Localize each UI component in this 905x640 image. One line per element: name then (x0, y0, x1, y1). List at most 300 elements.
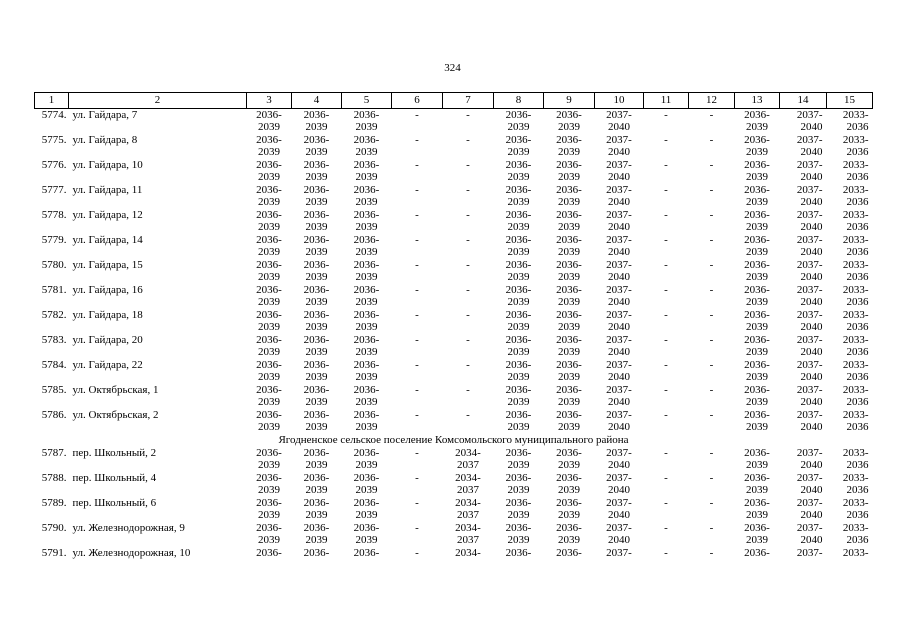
period-cell: 2039 (558, 396, 580, 408)
period-cell: 2039 (355, 121, 378, 133)
row-number: 5790. (41, 522, 67, 534)
table-row (35, 259, 873, 271)
empty-cell (392, 484, 443, 497)
period-cell: 2036- (556, 284, 582, 296)
period-cell: 2039 (258, 484, 280, 496)
row-number: 5787. (41, 447, 67, 459)
period-cell (443, 221, 494, 234)
period-cell: 2039 (558, 246, 580, 258)
period-cell: 2036 (846, 396, 869, 408)
period-cell: 2039 (305, 459, 328, 471)
period-cell: 2040 (800, 171, 823, 183)
period-cell: 2036- (505, 184, 532, 196)
column-header: 12 (689, 93, 735, 109)
table-row-continuation (35, 196, 873, 209)
period-cell: 2036- (256, 547, 282, 559)
period-cell: 2037 (457, 459, 479, 471)
period-cell: 2036 (846, 346, 869, 358)
period-cell: 2039 (558, 146, 580, 158)
period-cell: 2039 (507, 459, 530, 471)
dash-cell: - (709, 334, 714, 346)
period-cell: 2037- (606, 472, 632, 484)
period-cell: 2039 (355, 171, 378, 183)
empty-cell (644, 484, 689, 497)
period-cell: 2036- (556, 159, 582, 171)
period-cell: 2040 (608, 171, 630, 183)
period-cell: 2039 (305, 509, 328, 521)
period-cell: 2039 (258, 509, 280, 521)
empty-cell (644, 321, 689, 334)
period-cell: 2036- (353, 359, 380, 371)
dash-cell: - (415, 472, 419, 484)
period-cell: 2039 (258, 396, 280, 408)
empty-cell (69, 196, 247, 209)
period-cell: - (466, 259, 470, 271)
period-cell: 2037- (606, 447, 632, 459)
table-row-continuation (35, 396, 873, 409)
empty-cell (644, 246, 689, 259)
period-cell: 2040 (608, 459, 630, 471)
period-cell (443, 246, 494, 259)
address-cell: ул. Октябрьская, 2 (72, 409, 159, 421)
column-header: 8 (494, 93, 544, 109)
table-row (35, 359, 873, 371)
empty-cell (392, 459, 443, 472)
empty-cell (689, 121, 735, 134)
column-header: 6 (392, 93, 443, 109)
dash-cell: - (415, 497, 419, 509)
period-cell: 2039 (355, 484, 378, 496)
period-cell: 2037- (796, 497, 823, 509)
dash-cell: - (664, 497, 668, 509)
period-cell: 2039 (258, 534, 280, 546)
period-cell: 2036- (556, 134, 582, 146)
period-cell: 2040 (608, 246, 630, 258)
period-cell: 2036- (353, 334, 380, 346)
period-cell: 2033- (842, 409, 869, 421)
period-cell: 2036- (556, 522, 582, 534)
empty-cell (35, 321, 69, 334)
period-cell: 2033- (842, 284, 869, 296)
period-cell: 2040 (800, 346, 823, 358)
period-cell: 2036- (256, 384, 282, 396)
table-row-continuation (35, 296, 873, 309)
dash-cell: - (415, 234, 419, 246)
empty-cell (644, 534, 689, 547)
column-header: 2 (69, 93, 247, 109)
table-row-continuation (35, 346, 873, 359)
period-cell: 2037- (796, 384, 823, 396)
section-row (35, 434, 873, 447)
period-cell: 2039 (305, 271, 328, 283)
period-cell: 2039 (746, 296, 768, 308)
dash-cell: - (664, 109, 668, 121)
period-cell: 2036- (744, 184, 770, 196)
dash-cell: - (664, 334, 668, 346)
table-row (35, 134, 873, 146)
table-row-continuation (35, 321, 873, 334)
period-cell: 2037- (796, 334, 823, 346)
period-cell: 2036- (556, 309, 582, 321)
dash-cell: - (709, 384, 714, 396)
period-cell: 2036- (505, 384, 532, 396)
row-number: 5775. (41, 134, 67, 146)
empty-cell (69, 246, 247, 259)
period-cell: 2036- (556, 497, 582, 509)
empty-cell (689, 534, 735, 547)
period-cell: 2036- (353, 522, 380, 534)
period-cell (443, 396, 494, 409)
empty-cell (689, 296, 735, 309)
period-cell: 2037- (606, 359, 632, 371)
empty-cell (689, 246, 735, 259)
period-cell: 2039 (558, 196, 580, 208)
dash-cell: - (709, 284, 714, 296)
period-cell: 2036- (256, 409, 282, 421)
period-cell: 2037- (796, 109, 823, 121)
period-cell: 2039 (507, 271, 530, 283)
column-header: 4 (292, 93, 342, 109)
address-cell: ул. Гайдара, 10 (72, 159, 143, 171)
period-cell: 2036- (353, 284, 380, 296)
period-cell: 2036- (556, 234, 582, 246)
empty-cell (392, 396, 443, 409)
period-cell: 2039 (355, 346, 378, 358)
period-cell: 2040 (800, 371, 823, 383)
period-cell: 2039 (507, 321, 530, 333)
period-cell: 2039 (305, 371, 328, 383)
row-number: 5774. (41, 109, 67, 121)
dash-cell: - (664, 284, 668, 296)
period-cell: 2036 (846, 296, 869, 308)
period-cell: 2039 (507, 296, 530, 308)
period-cell: 2039 (746, 196, 768, 208)
period-cell: 2039 (305, 221, 328, 233)
dash-cell: - (415, 384, 419, 396)
address-cell: ул. Гайдара, 15 (72, 259, 143, 271)
dash-cell: - (664, 209, 668, 221)
period-cell: 2036- (353, 159, 380, 171)
period-cell: 2036- (303, 497, 330, 509)
empty-cell (392, 421, 443, 434)
period-cell: 2036 (846, 196, 869, 208)
dash-cell: - (415, 184, 419, 196)
period-cell: 2036- (353, 109, 380, 121)
row-number: 5791. (41, 547, 67, 559)
row-number: 5783. (41, 334, 67, 346)
period-cell: 2039 (258, 321, 280, 333)
period-cell (443, 121, 494, 134)
address-cell: пер. Школьный, 2 (72, 447, 157, 459)
dash-cell: - (664, 134, 668, 146)
period-cell: 2034- (455, 447, 481, 459)
dash-cell: - (415, 159, 419, 171)
period-cell: 2039 (355, 146, 378, 158)
period-cell: 2036- (556, 547, 582, 559)
period-cell: 2039 (258, 459, 280, 471)
period-cell: - (466, 109, 470, 121)
period-cell: 2036- (353, 234, 380, 246)
empty-cell (689, 321, 735, 334)
period-cell: 2039 (558, 484, 580, 496)
empty-cell (35, 371, 69, 384)
period-cell: 2036- (744, 547, 770, 559)
table-row-continuation (35, 534, 873, 547)
period-cell (443, 296, 494, 309)
period-cell: 2039 (355, 296, 378, 308)
period-cell: 2036- (556, 409, 582, 421)
period-cell: 2036- (303, 359, 330, 371)
header-row (35, 93, 873, 109)
period-cell: 2040 (800, 321, 823, 333)
address-cell: ул. Гайдара, 7 (72, 109, 138, 121)
period-cell: 2037- (606, 284, 632, 296)
period-cell: 2039 (558, 296, 580, 308)
empty-cell (35, 196, 69, 209)
address-cell: ул. Октябрьская, 1 (72, 384, 159, 396)
period-cell: 2039 (558, 221, 580, 233)
period-cell: 2036- (744, 384, 770, 396)
period-cell: 2039 (305, 121, 328, 133)
period-cell: 2036- (256, 522, 282, 534)
period-cell: 2039 (305, 396, 328, 408)
period-cell: 2036- (744, 259, 770, 271)
period-cell: 2036- (353, 309, 380, 321)
period-cell: 2039 (258, 346, 280, 358)
period-cell: 2036- (303, 384, 330, 396)
period-cell: 2036- (256, 309, 282, 321)
column-header: 5 (342, 93, 392, 109)
period-cell: 2033- (842, 159, 869, 171)
period-cell: 2036- (353, 384, 380, 396)
dash-cell: - (664, 547, 668, 559)
empty-cell (689, 509, 735, 522)
period-cell: 2039 (746, 534, 768, 546)
page-number: 324 (444, 62, 461, 74)
period-cell: 2037 (457, 534, 479, 546)
period-cell: - (466, 134, 470, 146)
period-cell: 2039 (558, 271, 580, 283)
empty-cell (69, 371, 247, 384)
empty-cell (392, 196, 443, 209)
dash-cell: - (709, 522, 714, 534)
table-row-continuation (35, 484, 873, 497)
table-row (35, 309, 873, 321)
period-cell: 2040 (800, 146, 823, 158)
empty-cell (35, 534, 69, 547)
period-cell: 2039 (355, 371, 378, 383)
period-cell: 2036- (744, 447, 770, 459)
table-row-continuation (35, 421, 873, 434)
table-row-continuation (35, 221, 873, 234)
period-cell: 2036- (744, 334, 770, 346)
section-title: Ягодненское сельское поселение Комсомольского муниципального района (278, 434, 629, 446)
period-cell: 2036- (505, 134, 532, 146)
period-cell: 2036 (846, 171, 869, 183)
table-row (35, 409, 873, 421)
period-cell: 2036- (505, 309, 532, 321)
period-cell: 2039 (558, 459, 580, 471)
period-cell: 2039 (305, 196, 328, 208)
period-cell: 2037- (796, 209, 823, 221)
period-cell: 2036- (744, 309, 770, 321)
dash-cell: - (415, 359, 419, 371)
column-header: 7 (443, 93, 494, 109)
period-cell: 2036- (303, 159, 330, 171)
dash-cell: - (709, 159, 714, 171)
period-cell: 2039 (507, 534, 530, 546)
period-cell: 2039 (258, 121, 280, 133)
column-header: 3 (247, 93, 292, 109)
row-number: 5785. (41, 384, 67, 396)
period-cell: 2039 (558, 321, 580, 333)
period-cell: - (466, 359, 470, 371)
empty-cell (35, 509, 69, 522)
period-cell: 2036- (744, 472, 770, 484)
period-cell: 2033- (842, 334, 869, 346)
period-cell (443, 321, 494, 334)
period-cell: 2039 (558, 421, 580, 433)
period-cell: 2037- (606, 134, 632, 146)
period-cell: 2036- (303, 259, 330, 271)
period-cell: - (466, 284, 470, 296)
dash-cell: - (709, 547, 714, 559)
period-cell: 2039 (746, 484, 768, 496)
period-cell: 2039 (258, 171, 280, 183)
period-cell: 2039 (558, 534, 580, 546)
period-cell: 2037- (606, 522, 632, 534)
period-cell: 2036- (353, 259, 380, 271)
period-cell: 2040 (800, 246, 823, 258)
period-cell: 2033- (842, 447, 869, 459)
period-cell: 2036- (353, 409, 380, 421)
period-cell: 2040 (800, 271, 823, 283)
empty-cell (644, 196, 689, 209)
empty-cell (689, 171, 735, 184)
period-cell: 2039 (305, 421, 328, 433)
period-cell: 2036 (846, 509, 869, 521)
period-cell: 2036- (556, 447, 582, 459)
period-cell: 2036- (353, 209, 380, 221)
empty-cell (689, 146, 735, 159)
table-row (35, 472, 873, 484)
empty-cell (392, 371, 443, 384)
period-cell: 2036- (505, 409, 532, 421)
table-row (35, 159, 873, 171)
period-cell: 2040 (800, 296, 823, 308)
period-cell: 2039 (507, 421, 530, 433)
empty-cell (35, 296, 69, 309)
period-cell: 2037- (796, 234, 823, 246)
period-cell: 2036- (303, 522, 330, 534)
period-cell: 2036- (556, 334, 582, 346)
period-cell: 2036- (744, 234, 770, 246)
period-cell: 2039 (305, 146, 328, 158)
row-number: 5784. (41, 359, 67, 371)
period-cell: 2039 (258, 146, 280, 158)
period-cell: 2036- (303, 184, 330, 196)
period-cell: 2037- (796, 547, 823, 559)
period-cell: 2040 (608, 346, 630, 358)
table-row-continuation (35, 509, 873, 522)
period-cell: 2039 (305, 484, 328, 496)
period-cell: 2039 (746, 321, 768, 333)
period-cell: 2036- (505, 447, 532, 459)
period-cell: 2037- (606, 547, 632, 559)
dash-cell: - (415, 547, 419, 559)
period-cell (443, 346, 494, 359)
period-cell: 2039 (507, 196, 530, 208)
period-cell: 2036- (256, 259, 282, 271)
period-cell: 2037- (796, 309, 823, 321)
dash-cell: - (709, 409, 714, 421)
period-cell (443, 196, 494, 209)
period-cell: 2040 (800, 396, 823, 408)
empty-cell (35, 146, 69, 159)
period-cell: 2036- (505, 234, 532, 246)
period-cell: 2040 (608, 396, 630, 408)
dash-cell: - (664, 472, 668, 484)
period-cell: 2036- (256, 447, 282, 459)
period-cell: 2039 (305, 296, 328, 308)
period-cell: 2039 (507, 171, 530, 183)
period-cell: 2036- (303, 447, 330, 459)
period-cell: 2037- (796, 472, 823, 484)
period-cell: 2039 (746, 271, 768, 283)
period-cell: 2037- (606, 159, 632, 171)
empty-cell (644, 146, 689, 159)
dash-cell: - (664, 522, 668, 534)
period-cell: 2037- (796, 284, 823, 296)
period-cell: 2037- (606, 234, 632, 246)
period-cell: 2036- (353, 134, 380, 146)
period-cell: 2036- (303, 334, 330, 346)
table-row-continuation (35, 371, 873, 384)
period-cell: 2039 (507, 484, 530, 496)
empty-cell (392, 534, 443, 547)
table-row-continuation (35, 146, 873, 159)
address-cell: пер. Школьный, 4 (72, 472, 157, 484)
period-cell: 2039 (558, 346, 580, 358)
period-cell: - (466, 384, 470, 396)
empty-cell (35, 421, 69, 434)
dash-cell: - (709, 447, 714, 459)
row-number: 5786. (41, 409, 67, 421)
period-cell: 2039 (507, 121, 530, 133)
period-cell: 2039 (258, 221, 280, 233)
period-cell: 2036- (505, 109, 532, 121)
period-cell: 2036- (256, 159, 282, 171)
period-cell: 2039 (558, 509, 580, 521)
empty-cell (35, 396, 69, 409)
period-cell: 2040 (800, 221, 823, 233)
period-cell: 2036- (256, 184, 282, 196)
period-cell: 2036- (505, 472, 532, 484)
period-cell: 2039 (355, 271, 378, 283)
dash-cell: - (709, 184, 714, 196)
period-cell: 2036- (256, 109, 282, 121)
column-header: 15 (827, 93, 873, 109)
period-cell: 2039 (507, 371, 530, 383)
period-cell: 2036- (505, 159, 532, 171)
empty-cell (644, 346, 689, 359)
period-cell: 2033- (842, 234, 869, 246)
period-cell: 2036- (256, 209, 282, 221)
empty-cell (392, 121, 443, 134)
period-cell: 2036- (256, 359, 282, 371)
period-cell: 2033- (842, 134, 869, 146)
dash-cell: - (415, 409, 419, 421)
